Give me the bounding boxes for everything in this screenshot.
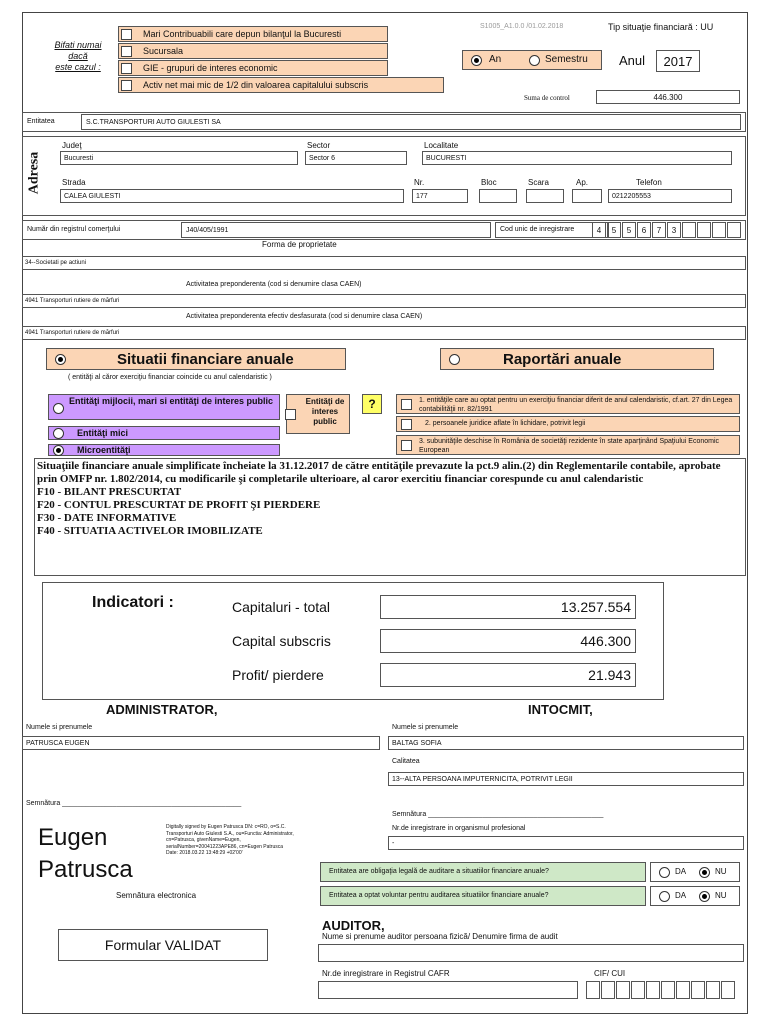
localitate-input[interactable]: BUCURESTI	[422, 151, 732, 165]
scara-input[interactable]	[526, 189, 564, 203]
nr-label: Nr.	[414, 178, 425, 187]
cui-digit[interactable]	[682, 222, 696, 238]
period-an-label: An	[489, 54, 502, 65]
admin-nume-label: Numele si prenumele	[26, 724, 93, 731]
mari-radio[interactable]	[53, 403, 64, 414]
option-label-4: Activ net mai mic de 1/2 din valoarea capitalului subscris	[143, 80, 369, 90]
activitate-label: Activitatea preponderenta (cod si denumire clasa CAEN)	[186, 281, 362, 288]
cui-label: Cod unic de inregistrare	[500, 226, 575, 233]
intocmit-nr-inreg-input[interactable]: -	[388, 836, 744, 850]
profit-label: Profit/ pierdere	[232, 667, 324, 683]
help-icon[interactable]: ?	[362, 394, 382, 414]
suma-control-label: Suma de control	[524, 94, 570, 102]
telefon-label: Telefon	[636, 178, 662, 187]
anul-input[interactable]: 2017	[656, 50, 700, 72]
cui-digit[interactable]: 6	[637, 222, 651, 238]
entitatea-row	[22, 112, 746, 132]
period-semestru-label: Semestru	[545, 54, 588, 65]
bloc-label: Bloc	[481, 178, 497, 187]
forma-label: Forma de proprietate	[262, 240, 337, 249]
option-checkbox-1[interactable]	[121, 29, 132, 40]
profit-value: 21.943	[380, 663, 636, 687]
cui-digit[interactable]: 7	[652, 222, 666, 238]
telefon-input[interactable]: 0212205553	[608, 189, 732, 203]
cif-digit[interactable]	[601, 981, 615, 999]
bifati-label: Bifati numai dacă este cazul :	[54, 40, 102, 72]
anuale-radio[interactable]	[55, 354, 66, 365]
signature-name-2: Patrusca	[38, 856, 133, 883]
option-label-2: Sucursala	[143, 46, 184, 56]
audit-q1-label: Entitatea are obligaţia legală de auditare a situatiilor financiare anuale?	[329, 868, 549, 875]
interes-public-label: Entităţi de interes public	[305, 397, 345, 426]
forma-input[interactable]: 34--Societati pe actiuni	[22, 256, 746, 270]
anuale-option[interactable]	[46, 348, 346, 370]
audit-q2-da-label: DA	[675, 891, 687, 900]
admin-nume-input[interactable]: PATRUSCA EUGEN	[22, 736, 380, 750]
option-checkbox-4[interactable]	[121, 80, 132, 91]
audit-q2-nu-radio[interactable]	[699, 891, 710, 902]
sector-input[interactable]: Sector 6	[305, 151, 407, 165]
sector-label: Sector	[307, 141, 331, 150]
intocmit-semnatura-label: Semnătura _____________________________________________	[392, 811, 604, 818]
intocmit-calitatea-label: Calitatea	[392, 758, 420, 765]
cui-digit[interactable]: 4	[592, 222, 606, 238]
raportari-option[interactable]	[440, 348, 714, 370]
cif-digit[interactable]	[631, 981, 645, 999]
interes-public-checkbox[interactable]	[285, 409, 296, 420]
micro-option[interactable]	[48, 444, 280, 456]
cif-digit[interactable]	[661, 981, 675, 999]
audit-q2-options	[650, 886, 740, 906]
digital-signature	[36, 820, 298, 890]
capital-subscris-value: 446.300	[380, 629, 636, 653]
cif-digit[interactable]	[586, 981, 600, 999]
period-selector	[462, 50, 602, 70]
tip-situatie: Tip situaţie financiară : UU	[608, 22, 714, 32]
description-line: F30 - DATE INFORMATIVE	[37, 512, 177, 524]
micro-radio[interactable]	[53, 445, 64, 456]
indicators-title: Indicatori :	[92, 594, 174, 611]
description-line: F20 - CONTUL PRESCURTAT DE PROFIT ŞI PIERDERE	[37, 499, 321, 511]
intocmit-nume-label: Numele si prenumele	[392, 724, 459, 731]
form-code: S1005_A1.0.0 /01.02.2018	[480, 23, 564, 30]
signature-details: Digitally signed by Eugen Patrusca DN: c=RO, o=S.C. Transporturi Auto Giulesti S.A., ou=Functia: Administrator, cn=Patrusca, givenName=Eugen, serialNumber=20041223APE86, cn=Eugen Patrusca Date: 2018.03.22 13:48:29 +02'00'	[166, 824, 294, 856]
registru-input[interactable]: J40/405/1991	[181, 222, 491, 238]
suma-control-value: 446.300	[596, 90, 740, 104]
cui-digit[interactable]	[697, 222, 711, 238]
admin-title: ADMINISTRATOR,	[106, 702, 218, 717]
option-row-2	[118, 43, 388, 59]
cui-digit[interactable]: 3	[667, 222, 681, 238]
mici-label: Entităţi mici	[77, 428, 129, 438]
nr-input[interactable]: 177	[412, 189, 468, 203]
activitate-ef-input[interactable]: 4941 Transporturi rutiere de mărfuri	[22, 326, 746, 340]
option-label-3: GIE - grupuri de interes economic	[143, 63, 278, 73]
auditor-nume-label: Nume si prenume auditor persoana fizică/ Denumire firma de audit	[322, 932, 558, 941]
auditor-cif-label: CIF/ CUI	[594, 969, 626, 978]
capital-total-label: Capitaluri - total	[232, 599, 331, 615]
option-label-1: Mari Contribuabili care depun bilanţul la Bucuresti	[143, 29, 342, 39]
activitate-input[interactable]: 4941 Transporturi rutiere de mărfuri	[22, 294, 746, 308]
r3-option	[396, 435, 740, 455]
description-box	[34, 458, 746, 576]
auditor-cafr-label: Nr.de inregistrare in Registrul CAFR	[322, 969, 450, 978]
option-checkbox-2[interactable]	[121, 46, 132, 57]
judet-label: Judeţ	[62, 141, 82, 150]
signature-electronic-label: Semnătura electronica	[116, 891, 197, 900]
micro-label: Microentităţi	[77, 445, 131, 455]
cif-digit[interactable]	[676, 981, 690, 999]
auditor-nume-input[interactable]	[318, 944, 744, 962]
r1-label: 1. entităţile care au optat pentru un exerciţiu financiar diferit de anul calendaristic, cf.art. 27 din Legea contabilităţii nr. 82/1991	[419, 397, 733, 413]
period-semestru-radio[interactable]	[529, 55, 540, 66]
audit-q1-da-label: DA	[675, 867, 687, 876]
scara-label: Scara	[528, 178, 549, 187]
option-row-1	[118, 26, 388, 42]
option-row-4	[118, 77, 444, 93]
cui-digit[interactable]: 5	[607, 222, 621, 238]
mici-radio[interactable]	[53, 428, 64, 439]
anuale-title: Situatii financiare anuale	[117, 351, 294, 368]
cif-digit[interactable]	[691, 981, 705, 999]
description-line: F40 - SITUATIA ACTIVELOR IMOBILIZATE	[37, 525, 263, 537]
cif-digit[interactable]	[616, 981, 630, 999]
audit-q1-nu-label: NU	[715, 867, 727, 876]
registru-label: Număr din registrul comerţului	[27, 226, 121, 233]
capital-total-value: 13.257.554	[380, 595, 636, 619]
r2-option	[396, 416, 740, 432]
entitatea-label: Entitatea	[27, 118, 55, 125]
intocmit-nr-inreg-label: Nr.de inregistrare in organismul profesional	[392, 825, 526, 832]
audit-q1-options	[650, 862, 740, 882]
ap-label: Ap.	[576, 178, 589, 187]
audit-q2-nu-label: NU	[715, 891, 727, 900]
entitatea-input[interactable]: S.C.TRANSPORTURI AUTO GIULESTI SA	[81, 114, 741, 130]
r3-label: 3. subunităţile deschise în România de societăţi rezidente în state aparţinând Spaţiului Economic European	[419, 438, 720, 454]
mici-option[interactable]	[48, 426, 280, 440]
raportari-title: Raportări anuale	[503, 351, 622, 368]
cif-digit[interactable]	[721, 981, 735, 999]
description-line: F10 - BILANT PRESCURTAT	[37, 486, 182, 498]
r3-checkbox[interactable]	[401, 440, 412, 451]
intocmit-nume-input[interactable]: BALTAG SOFIA	[388, 736, 744, 750]
option-checkbox-3[interactable]	[121, 63, 132, 74]
strada-input[interactable]: CALEA GIULESTI	[60, 189, 404, 203]
mari-label: Entităţi mijlocii, mari si entităţi de interes public	[69, 396, 274, 406]
mari-option[interactable]	[48, 394, 280, 420]
bloc-input[interactable]	[479, 189, 517, 203]
signature-name-1: Eugen	[38, 824, 108, 851]
validat-button[interactable]: Formular VALIDAT	[58, 929, 268, 961]
description-text: Situaţiile financiare anuale simplificate încheiate la 31.12.2017 de către entităţile prevazute la pct.9 alin.(2) din Reglementarile contabile, aprobate prin OMFP nr. 1.802/2014, cu modificarile şi completarile ulterioare, al caror exercitiu financiar corespunde cu anul calendaristic	[37, 460, 721, 485]
cui-digit[interactable]	[727, 222, 741, 238]
ap-input[interactable]	[572, 189, 602, 203]
adresa-label: Adresa	[26, 151, 42, 195]
anuale-sub: ( entităţi al căror exerciţiu financiar coincide cu anul calendaristic )	[68, 374, 272, 381]
audit-q2-box	[320, 886, 646, 906]
r1-checkbox[interactable]	[401, 399, 412, 410]
raportari-radio[interactable]	[449, 354, 460, 365]
adresa-block	[22, 136, 746, 216]
audit-q2-label: Entitatea a optat voluntar pentru auditarea situatiilor financiare anuale?	[329, 892, 549, 899]
period-an-radio[interactable]	[471, 55, 482, 66]
auditor-cafr-input[interactable]	[318, 981, 578, 999]
intocmit-calitatea-input[interactable]: 13--ALTA PERSOANA IMPUTERNICITA, POTRIVIT LEGII	[388, 772, 744, 786]
judet-input[interactable]: Bucuresti	[60, 151, 298, 165]
r1-option	[396, 394, 740, 414]
cif-digit[interactable]	[706, 981, 720, 999]
audit-q1-box	[320, 862, 646, 882]
activitate-ef-label: Activitatea preponderenta efectiv desfasurata (cod si denumire clasa CAEN)	[186, 313, 423, 320]
interes-public-box	[286, 394, 350, 434]
r2-checkbox[interactable]	[401, 419, 412, 430]
localitate-label: Localitate	[424, 141, 459, 150]
audit-q2-da-radio[interactable]	[659, 891, 670, 902]
auditor-title: AUDITOR,	[322, 918, 385, 933]
audit-q1-da-radio[interactable]	[659, 867, 670, 878]
r2-label: 2. persoanele juridice aflate în lichidare, potrivit legii	[425, 420, 586, 427]
option-row-3	[118, 60, 388, 76]
cif-digit[interactable]	[646, 981, 660, 999]
cui-digit[interactable]: 5	[622, 222, 636, 238]
capital-subscris-label: Capital subscris	[232, 633, 331, 649]
intocmit-title: INTOCMIT,	[528, 702, 593, 717]
admin-semnatura-label: Semnătura ______________________________________________	[26, 800, 242, 807]
audit-q1-nu-radio[interactable]	[699, 867, 710, 878]
anul-label: Anul	[619, 53, 646, 68]
cui-digit[interactable]	[712, 222, 726, 238]
strada-label: Strada	[62, 178, 86, 187]
